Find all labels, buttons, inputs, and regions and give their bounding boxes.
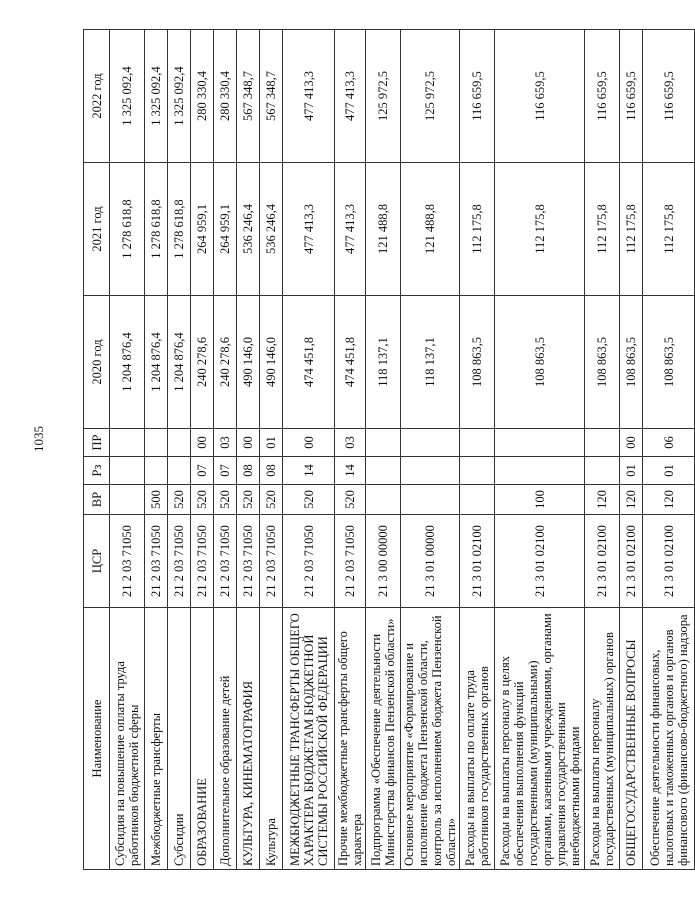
row-2022: 280 330,4 [214, 30, 237, 163]
row-pr: 00 [191, 429, 214, 457]
row-name: ОБЩЕГОСУДАРСТВЕННЫЕ ВОПРОСЫ [620, 608, 643, 870]
row-rz [366, 457, 401, 485]
row-2022: 477 413,3 [283, 30, 335, 163]
row-csr: 21 3 01 02100 [585, 515, 620, 608]
row-2020: 118 137,1 [366, 296, 401, 429]
table-row [168, 30, 191, 870]
row-2020: 108 863,5 [460, 296, 495, 429]
row-vr: 500 [145, 485, 168, 515]
row-pr: 00 [283, 429, 335, 457]
row-2021: 112 175,8 [495, 163, 585, 296]
table-row [260, 30, 283, 870]
row-2020: 1 204 876,4 [145, 296, 168, 429]
row-rz: 14 [335, 457, 366, 485]
column-header-name: Наименование [84, 608, 110, 870]
row-2020: 490 146,0 [237, 296, 260, 429]
row-vr [110, 485, 145, 515]
row-2021: 112 175,8 [460, 163, 495, 296]
row-2020: 1 204 876,4 [168, 296, 191, 429]
column-header-vr: ВР [84, 485, 110, 515]
row-rz: 07 [214, 457, 237, 485]
table-row [145, 30, 168, 870]
row-vr: 520 [237, 485, 260, 515]
row-rz: 08 [260, 457, 283, 485]
row-2020: 108 863,5 [643, 296, 695, 429]
row-vr [460, 485, 495, 515]
row-csr: 21 2 03 71050 [237, 515, 260, 608]
row-name: Культура [260, 608, 283, 870]
table-row [366, 30, 401, 870]
row-rz [401, 457, 460, 485]
row-vr: 120 [585, 485, 620, 515]
rotated-page [83, 30, 690, 870]
row-2020: 118 137,1 [401, 296, 460, 429]
row-2021: 112 175,8 [585, 163, 620, 296]
row-2020: 108 863,5 [495, 296, 585, 429]
row-pr [366, 429, 401, 457]
row-2020: 240 278,6 [214, 296, 237, 429]
row-vr: 520 [168, 485, 191, 515]
row-2020: 490 146,0 [260, 296, 283, 429]
row-2021: 477 413,3 [283, 163, 335, 296]
column-header-csr: ЦСР [84, 515, 110, 608]
row-2020: 108 863,5 [620, 296, 643, 429]
row-2022: 567 348,7 [237, 30, 260, 163]
row-2021: 536 246,4 [237, 163, 260, 296]
row-2020: 1 204 876,4 [110, 296, 145, 429]
row-vr: 120 [620, 485, 643, 515]
row-vr [366, 485, 401, 515]
row-vr: 520 [335, 485, 366, 515]
row-2020: 474 451,8 [335, 296, 366, 429]
row-2022: 1 325 092,4 [145, 30, 168, 163]
row-2022: 567 348,7 [260, 30, 283, 163]
row-name: Расходы на выплаты по оплате труда работников государственных органов [460, 608, 495, 870]
row-2021: 1 278 618,8 [110, 163, 145, 296]
row-name: КУЛЬТУРА, КИНЕМАТОГРАФИЯ [237, 608, 260, 870]
row-vr: 120 [643, 485, 695, 515]
table-row [643, 30, 695, 870]
row-pr [401, 429, 460, 457]
table-row [585, 30, 620, 870]
row-csr: 21 2 03 71050 [145, 515, 168, 608]
row-rz [585, 457, 620, 485]
row-name: Расходы на выплаты персоналу государственных (муниципальных) органов [585, 608, 620, 870]
row-name: Субсидия на повышение оплаты труда работников бюджетной сферы [110, 608, 145, 870]
row-name: Обеспечение деятельности финансовых, налоговых и таможенных органов и органов финансового (финансово-бюджетного) надзора [643, 608, 695, 870]
row-pr [168, 429, 191, 457]
row-rz [145, 457, 168, 485]
row-csr: 21 2 03 71050 [283, 515, 335, 608]
row-pr: 03 [335, 429, 366, 457]
row-2022: 1 325 092,4 [110, 30, 145, 163]
row-vr: 520 [214, 485, 237, 515]
row-name: Подпрограмма «Обеспечение деятельности Министерства финансов Пензенской области» [366, 608, 401, 870]
row-vr: 520 [283, 485, 335, 515]
row-csr: 21 3 01 02100 [620, 515, 643, 608]
row-2020: 108 863,5 [585, 296, 620, 429]
row-csr: 21 3 01 02100 [643, 515, 695, 608]
row-rz: 01 [643, 457, 695, 485]
row-pr [460, 429, 495, 457]
column-header-2021: 2021 год [84, 163, 110, 296]
row-name: Основное мероприятие «Формирование и исполнение бюджета Пензенской области, контроль за исполнением бюджета Пензенской области» [401, 608, 460, 870]
row-pr [145, 429, 168, 457]
row-csr: 21 2 03 71050 [260, 515, 283, 608]
row-rz [495, 457, 585, 485]
row-rz [110, 457, 145, 485]
page-number: 1035 [31, 426, 46, 452]
row-csr: 21 2 03 71050 [335, 515, 366, 608]
row-2021: 112 175,8 [620, 163, 643, 296]
row-2022: 116 659,5 [460, 30, 495, 163]
row-2022: 477 413,3 [335, 30, 366, 163]
row-pr [585, 429, 620, 457]
row-name: Расходы на выплаты персоналу в целях обеспечения выполнения функций государственными (муниципальными) органами, казенными учреждениями, органами управления государственными внебюджетными фондами [495, 608, 585, 870]
row-vr [401, 485, 460, 515]
table-row [191, 30, 214, 870]
row-csr: 21 2 03 71050 [191, 515, 214, 608]
row-2022: 125 972,5 [366, 30, 401, 163]
table-row [495, 30, 585, 870]
row-vr: 520 [191, 485, 214, 515]
row-csr: 21 2 03 71050 [168, 515, 191, 608]
row-csr: 21 2 03 71050 [110, 515, 145, 608]
row-2022: 116 659,5 [585, 30, 620, 163]
row-rz: 14 [283, 457, 335, 485]
row-2022: 125 972,5 [401, 30, 460, 163]
row-rz: 01 [620, 457, 643, 485]
row-csr: 21 3 01 02100 [495, 515, 585, 608]
table-row [214, 30, 237, 870]
row-2021: 477 413,3 [335, 163, 366, 296]
row-pr [495, 429, 585, 457]
row-2022: 1 325 092,4 [168, 30, 191, 163]
row-name: Прочие межбюджетные трансферты общего характера [335, 608, 366, 870]
table-header-row [84, 30, 110, 870]
row-csr: 21 3 01 00000 [401, 515, 460, 608]
row-rz [168, 457, 191, 485]
row-2020: 474 451,8 [283, 296, 335, 429]
row-pr: 00 [237, 429, 260, 457]
table-row [110, 30, 145, 870]
column-header-2022: 2022 год [84, 30, 110, 163]
row-name: Субсидии [168, 608, 191, 870]
row-2021: 112 175,8 [643, 163, 695, 296]
column-header-rz: Рз [84, 457, 110, 485]
row-2020: 240 278,6 [191, 296, 214, 429]
row-2021: 536 246,4 [260, 163, 283, 296]
table-row [335, 30, 366, 870]
row-pr: 03 [214, 429, 237, 457]
budget-table [83, 29, 695, 870]
table-row [237, 30, 260, 870]
table-row [460, 30, 495, 870]
row-vr: 100 [495, 485, 585, 515]
row-2021: 1 278 618,8 [145, 163, 168, 296]
column-header-2020: 2020 год [84, 296, 110, 429]
row-name: ОБРАЗОВАНИЕ [191, 608, 214, 870]
row-2022: 280 330,4 [191, 30, 214, 163]
row-csr: 21 3 00 00000 [366, 515, 401, 608]
row-rz: 08 [237, 457, 260, 485]
row-pr: 01 [260, 429, 283, 457]
table-row [620, 30, 643, 870]
table-row [283, 30, 335, 870]
row-2021: 264 959,1 [191, 163, 214, 296]
row-pr: 06 [643, 429, 695, 457]
row-csr: 21 3 01 02100 [460, 515, 495, 608]
row-2022: 116 659,5 [620, 30, 643, 163]
row-2021: 121 488,8 [401, 163, 460, 296]
row-pr: 00 [620, 429, 643, 457]
row-2022: 116 659,5 [495, 30, 585, 163]
row-name: Межбюджетные трансферты [145, 608, 168, 870]
row-2022: 116 659,5 [643, 30, 695, 163]
column-header-pr: ПР [84, 429, 110, 457]
row-vr: 520 [260, 485, 283, 515]
table-row [401, 30, 460, 870]
row-name: МЕЖБЮДЖЕТНЫЕ ТРАНСФЕРТЫ ОБЩЕГО ХАРАКТЕРА БЮДЖЕТАМ БЮДЖЕТНОЙ СИСТЕМЫ РОССИЙСКОЙ ФЕДЕРАЦИИ [283, 608, 335, 870]
row-2021: 264 959,1 [214, 163, 237, 296]
row-pr [110, 429, 145, 457]
row-rz: 07 [191, 457, 214, 485]
row-name: Дополнительное образование детей [214, 608, 237, 870]
row-2021: 121 488,8 [366, 163, 401, 296]
row-csr: 21 2 03 71050 [214, 515, 237, 608]
row-2021: 1 278 618,8 [168, 163, 191, 296]
row-rz [460, 457, 495, 485]
